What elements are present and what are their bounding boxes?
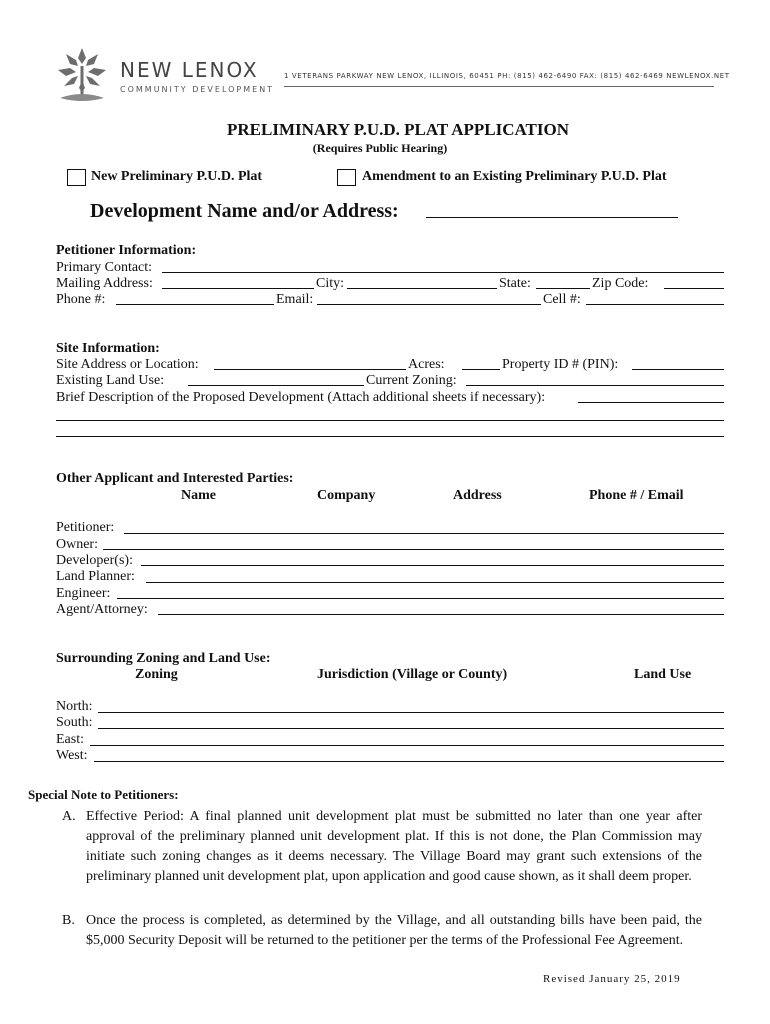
south-field[interactable] [98,728,724,729]
note-a-letter: A. [62,809,76,824]
engineer-field[interactable] [117,598,724,599]
state-label: State: [499,276,531,291]
mailing-address-label: Mailing Address: [56,276,153,291]
new-plat-label: New Preliminary P.U.D. Plat [91,169,263,184]
new-plat-checkbox[interactable] [67,169,86,186]
north-field[interactable] [98,712,724,713]
description-line-3[interactable] [56,436,724,437]
development-field[interactable] [426,217,678,218]
note-b-letter: B. [62,913,75,928]
contact-info: 1 VETERANS PARKWAY NEW LENOX, ILLINOIS, 60451 PH: (815) 462-6490 FAX: (815) 462-6469 NEWLENOX.NET [284,72,730,80]
site-address-field[interactable] [214,369,406,370]
zip-field[interactable] [664,288,724,289]
zip-label: Zip Code: [592,276,649,291]
amendment-checkbox[interactable] [337,169,356,186]
phone-label: Phone #: [56,292,106,307]
site-heading: Site Information: [56,341,160,356]
cell-label: Cell #: [543,292,581,307]
mailing-address-field[interactable] [162,288,314,289]
surrounding-col-land-use: Land Use [634,667,692,682]
header-rule [284,86,714,87]
org-name: NEW LENOX [120,58,259,82]
row-label-owner: Owner: [56,537,98,552]
cell-field[interactable] [586,304,724,305]
org-subtitle: COMMUNITY DEVELOPMENT [120,85,275,94]
primary-contact-field[interactable] [162,272,724,273]
description-line-2[interactable] [56,420,724,421]
note-a-text: Effective Period: A final planned unit development plat must be submitted no later than one year after approval of the preliminary planned unit development plat. If this is not done, the Plan Commission may initiate such zoning changes as it deems necessary. The Village Board may grant such extensions of the preliminary planned unit development plat, upon application and good cause shown, as it shall deem proper. [86,809,702,884]
petitioner-heading: Petitioner Information: [56,243,197,258]
page-subtitle: (Requires Public Hearing) [312,141,448,155]
email-label: Email: [276,292,314,307]
parties-col-company: Company [317,488,376,503]
description-field[interactable] [578,402,724,403]
acres-field[interactable] [462,369,500,370]
row-label-west: West: [56,748,88,763]
email-field[interactable] [317,304,541,305]
owner-field[interactable] [103,549,724,550]
description-label: Brief Description of the Proposed Development (Attach additional sheets if necessary): [56,390,546,405]
pin-label: Property ID # (PIN): [502,357,619,372]
row-label-north: North: [56,699,93,714]
city-label: City: [316,276,345,291]
city-field[interactable] [347,288,497,289]
agent-attorney-field[interactable] [158,614,724,615]
land-planner-field[interactable] [146,582,724,583]
note-b-text: Once the process is completed, as determined by the Village, and all outstanding bills have been paid, the $5,000 Security Deposit will be returned to the petitioner per the terms of the Professional Fee Agreement. [86,913,702,948]
page-title: PRELIMINARY P.U.D. PLAT APPLICATION [227,120,569,139]
row-label-land-planner: Land Planner: [56,569,135,584]
revised-date: Revised January 25, 2019 [543,973,681,985]
row-label-agent-attorney: Agent/Attorney: [56,602,148,617]
row-label-east: East: [56,732,84,747]
existing-land-use-field[interactable] [188,385,364,386]
petitioner-field[interactable] [124,533,724,534]
primary-contact-label: Primary Contact: [56,260,153,275]
surrounding-col-jurisdiction: Jurisdiction (Village or County) [317,667,508,682]
existing-land-use-label: Existing Land Use: [56,373,165,388]
row-label-engineer: Engineer: [56,586,111,601]
pin-field[interactable] [632,369,724,370]
site-address-label: Site Address or Location: [56,357,199,372]
acres-label: Acres: [408,357,445,372]
row-label-south: South: [56,715,93,730]
west-field[interactable] [94,761,724,762]
development-label: Development Name and/or Address: [90,200,399,222]
current-zoning-label: Current Zoning: [366,373,457,388]
surrounding-heading: Surrounding Zoning and Land Use: [56,651,271,666]
row-label-petitioner: Petitioner: [56,520,115,535]
phone-field[interactable] [116,304,274,305]
parties-col-address: Address [453,488,502,503]
amendment-label: Amendment to an Existing Preliminary P.U.D. Plat [362,169,667,184]
state-field[interactable] [536,288,590,289]
current-zoning-field[interactable] [466,385,724,386]
parties-heading: Other Applicant and Interested Parties: [56,471,294,486]
parties-col-name: Name [181,488,216,503]
surrounding-col-zoning: Zoning [135,667,178,682]
row-label-developer: Developer(s): [56,553,133,568]
east-field[interactable] [90,745,724,746]
notes-heading: Special Note to Petitioners: [28,787,179,802]
tree-logo-icon [54,44,110,106]
developer-field[interactable] [141,565,724,566]
parties-col-phone-email: Phone # / Email [589,488,684,503]
